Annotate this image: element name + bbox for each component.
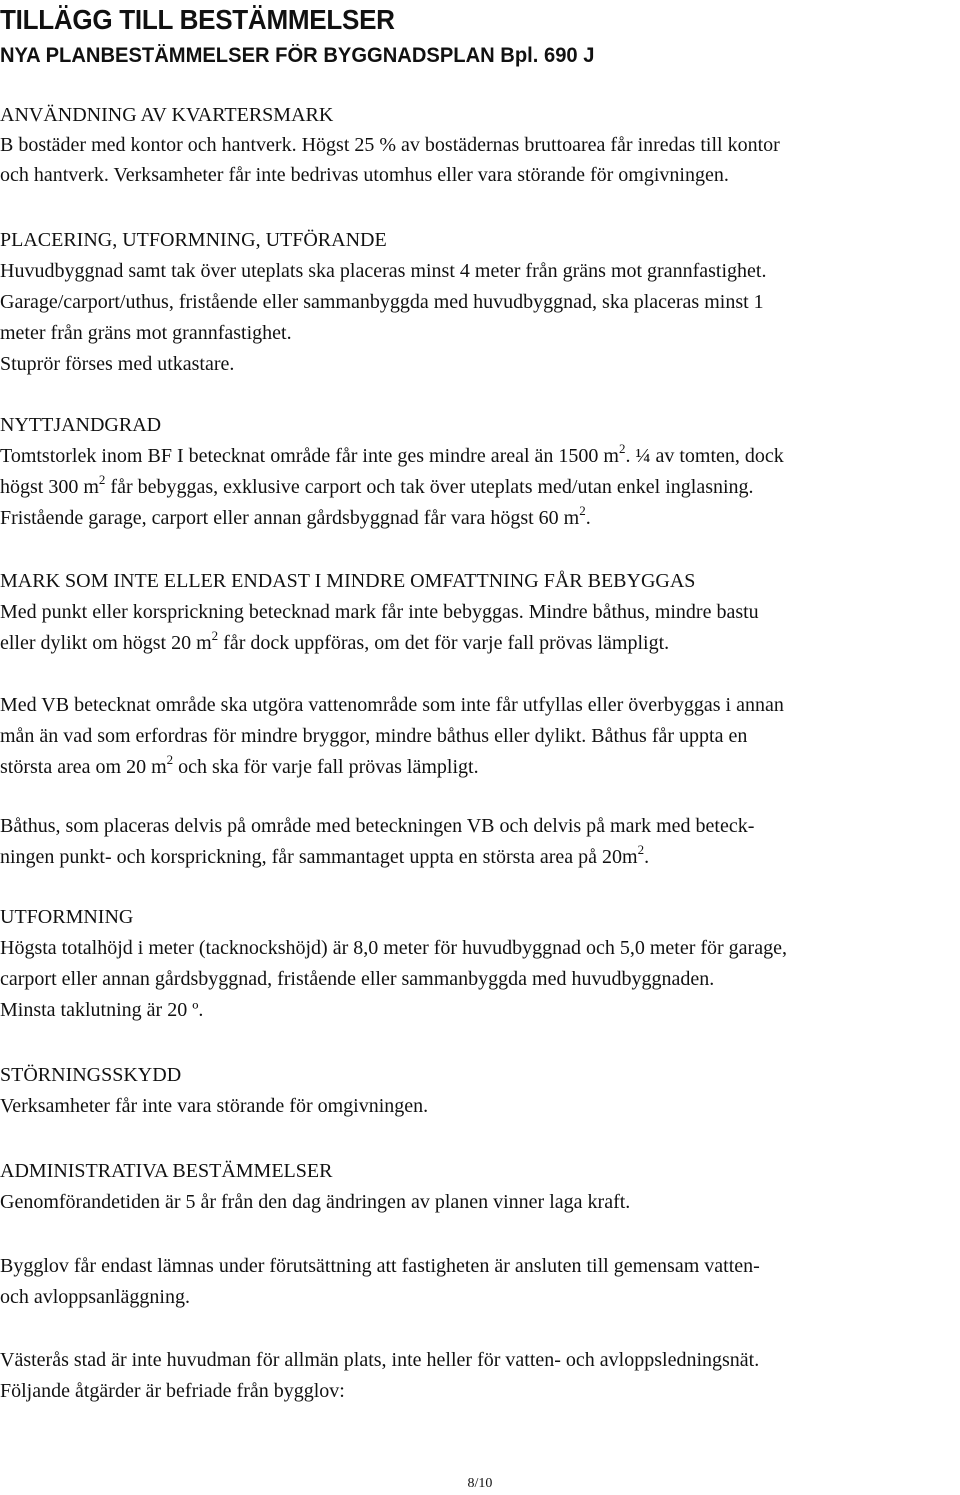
paragraph-line: och avloppsanläggning. <box>0 1286 190 1308</box>
section-heading: MARK SOM INTE ELLER ENDAST I MINDRE OMFATTNING FÅR BEBYGGAS <box>0 570 696 592</box>
section-vasteras <box>0 1345 958 1407</box>
text-run: . ¼ av tomten, dock <box>625 445 784 467</box>
paragraph-line: meter från gräns mot grannfastighet. <box>0 322 292 344</box>
text-run: högst 300 m <box>0 476 99 498</box>
paragraph-line: Västerås stad är inte huvudman för allmän plats, inte heller för vatten- och avloppsledningsnät. <box>0 1349 760 1371</box>
text-run: . <box>585 507 591 529</box>
paragraph-line: Minsta taklutning är 20 º. <box>0 999 204 1021</box>
paragraph-line: Högsta totalhöjd i meter (tacknockshöjd) är 8,0 meter för huvudbyggnad och 5,0 meter för garage, <box>0 937 787 959</box>
paragraph-line <box>0 472 958 503</box>
paragraph-line: Bygglov får endast lämnas under förutsättning att fastigheten är ansluten till gemensam vatten- <box>0 1255 760 1277</box>
document-title: TILLÄGG TILL BESTÄMMELSER <box>0 4 395 35</box>
paragraph-line: mån än vad som erfordras för mindre bryggor, mindre båthus eller dylikt. Båthus får uppta en <box>0 725 748 747</box>
section-heading: PLACERING, UTFORMNING, UTFÖRANDE <box>0 229 387 251</box>
text-run: och ska för varje fall prövas lämpligt. <box>173 756 479 778</box>
paragraph-line <box>0 441 958 472</box>
paragraph-line: Genomförandetiden är 5 år från den dag ändringen av planen vinner laga kraft. <box>0 1191 631 1213</box>
paragraph-line: Båthus, som placeras delvis på område med beteckningen VB och delvis på mark med beteck- <box>0 815 755 837</box>
paragraph-line <box>0 752 958 783</box>
superscript: 2 <box>211 628 219 643</box>
paragraph-line: Med VB betecknat område ska utgöra vattenområde som inte får utfyllas eller överbyggas i annan <box>0 694 784 716</box>
section-administrativa <box>0 1156 958 1218</box>
text-run: eller dylikt om högst 20 m <box>0 632 212 654</box>
section-utformning <box>0 902 958 1026</box>
section-heading: NYTTJANDGRAD <box>0 414 162 436</box>
paragraph-line: och hantverk. Verksamheter får inte bedrivas utomhus eller vara störande för omgivningen. <box>0 164 729 186</box>
section-kvartersmark <box>0 100 958 190</box>
section-mark <box>0 566 958 659</box>
text-run: Tomtstorlek inom BF I betecknat område får inte ges mindre areal än 1500 m <box>0 445 619 467</box>
text-run: får dock uppföras, om det för varje fall prövas lämpligt. <box>218 632 670 654</box>
superscript: 2 <box>579 503 586 518</box>
superscript: 2 <box>166 752 174 767</box>
paragraph-line: Huvudbyggnad samt tak över uteplats ska placeras minst 4 meter från gräns mot grannfastighet. <box>0 260 767 282</box>
paragraph-line: Verksamheter får inte vara störande för omgivningen. <box>0 1095 429 1117</box>
paragraph-line: carport eller annan gårdsbyggnad, fristående eller sammanbyggda med huvudbyggnaden. <box>0 968 715 990</box>
paragraph-line: Garage/carport/uthus, fristående eller sammanbyggda med huvudbyggnad, ska placeras minst 1 <box>0 291 764 313</box>
section-heading: ANVÄNDNING AV KVARTERSMARK <box>0 104 334 126</box>
section-placering <box>0 225 958 380</box>
text-run: får bebyggas, exklusive carport och tak över uteplats med/utan enkel inglasning. <box>105 476 754 498</box>
document-subtitle: NYA PLANBESTÄMMELSER FÖR BYGGNADSPLAN Bpl. 690 J <box>0 44 595 67</box>
page-number: 8/10 <box>467 1476 493 1491</box>
paragraph-line: Stuprör förses med utkastare. <box>0 353 235 375</box>
paragraph-line: Med punkt eller korsprickning betecknad mark får inte bebyggas. Mindre båthus, mindre bastu <box>0 601 759 623</box>
section-bathus <box>0 811 958 873</box>
text-run: . <box>644 846 650 868</box>
superscript: 2 <box>618 441 626 456</box>
superscript: 2 <box>98 472 106 487</box>
text-run: ningen punkt- och korsprickning, får sammantaget uppta en största area på 20m <box>0 846 638 868</box>
text-run: största area om 20 m <box>0 756 167 778</box>
section-vb <box>0 690 958 783</box>
section-heading: ADMINISTRATIVA BESTÄMMELSER <box>0 1160 333 1182</box>
page-footer <box>0 1476 960 1492</box>
superscript: 2 <box>637 842 645 857</box>
paragraph-line <box>0 628 958 659</box>
paragraph-line <box>0 503 958 534</box>
paragraph-line <box>0 842 958 873</box>
section-bygglov <box>0 1251 958 1313</box>
section-heading: STÖRNINGSSKYDD <box>0 1064 182 1086</box>
section-storningsskydd <box>0 1060 958 1122</box>
paragraph-line: B bostäder med kontor och hantverk. Högst 25 % av bostädernas bruttoarea får inredas till kontor <box>0 134 780 156</box>
section-heading: UTFORMNING <box>0 906 134 928</box>
section-nyttjandgrad <box>0 410 958 534</box>
text-run: Fristående garage, carport eller annan gårdsbyggnad får vara högst 60 m <box>0 507 580 529</box>
paragraph-line: Följande åtgärder är befriade från bygglov: <box>0 1380 345 1402</box>
